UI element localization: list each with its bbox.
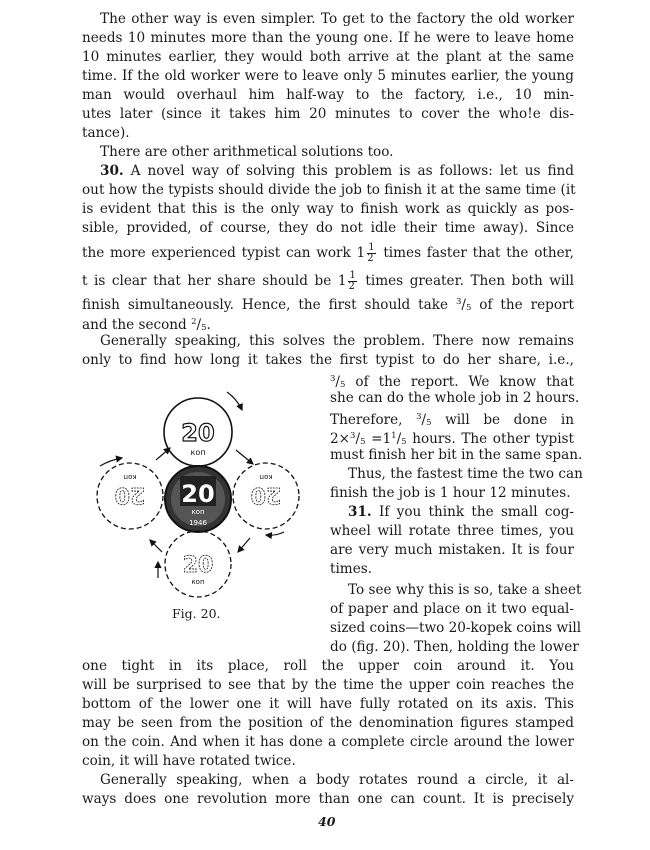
coin-value: 20 [182, 553, 214, 578]
superscript: 3 [330, 374, 336, 384]
arrow-icon [156, 448, 170, 460]
text-line: time. If the old worker were to leave only 5 minutes earlier, the young [82, 68, 574, 84]
coin-unit: коп [191, 578, 205, 586]
arrow-icon [227, 392, 242, 410]
subscript: 5 [360, 437, 366, 447]
text-line: $2\times^3/_5 =1^1/_5$ hours. The other typist [330, 431, 574, 447]
problem-31-line [330, 503, 574, 521]
problem-number: 30. [100, 163, 124, 179]
text-line [82, 271, 574, 292]
coin-left [97, 463, 163, 529]
text-line: Thus, the fastest time the two can [348, 466, 583, 482]
superscript: 1 [391, 431, 397, 441]
text-line: is evident that this is the only way to finish work as quickly as pos- [82, 201, 574, 217]
text: hours. The other typist [406, 431, 574, 447]
text-line: needs 10 minutes more than the young one. If he were to leave home [82, 30, 574, 46]
text-line: wheel will rotate three times, you [330, 523, 574, 539]
coin-right [233, 463, 299, 529]
text-line [82, 243, 574, 264]
coin-unit: коп [123, 473, 137, 481]
text-line: do (fig. 20). Then, holding the lower [330, 639, 579, 655]
problem-number: 31. [348, 504, 372, 520]
text-line: must finish her bit in the same span. [330, 447, 583, 463]
text: of the report. We know that [345, 374, 574, 390]
fraction [367, 243, 375, 264]
coin-unit: коп [259, 473, 273, 481]
text-line: on the coin. And when it has done a complete circle around the lower [82, 734, 574, 750]
text: and the second [82, 317, 192, 333]
text-line: Generally speaking, this solves the problem. There now remains [100, 333, 574, 349]
text-line: The other way is even simpler. To get to the factory the old worker [100, 11, 574, 27]
text: Therefore, [330, 412, 417, 428]
subscript: 5 [401, 437, 407, 447]
coin-value: 20 [181, 419, 215, 447]
text-line: bottom of the lower one it will have fully rotated on its axis. This [82, 696, 574, 712]
text-line: times. [330, 561, 373, 577]
text-line: she can do the whole job in 2 hours. [330, 390, 580, 406]
coin-rotation-figure [88, 382, 308, 598]
coin-value: 20 [250, 482, 282, 507]
coin-unit: коп [191, 508, 205, 516]
text-line: may be seen from the position of the denomination figures stamped [82, 715, 574, 731]
text-line: will be surprised to see that by the time the upper coin reaches the [82, 677, 574, 693]
text-line: There are other arithmetical solutions too. [100, 144, 394, 160]
text-line: Generally speaking, when a body rotates round a circle, it al- [100, 772, 574, 788]
superscript: 2 [191, 317, 197, 327]
text: t is clear that her share should be 1 [82, 273, 347, 289]
arrow-icon [236, 450, 253, 464]
arrow-icon [266, 532, 284, 535]
figure-caption: Fig. 20. [172, 606, 221, 621]
text-line: of paper and place on it two equal- [330, 601, 574, 617]
text: If you think the small cog- [371, 504, 574, 520]
text-line: are very much mistaken. It is four [330, 542, 574, 558]
text-line: only to find how long it takes the first typist to do her share, i.e., [82, 352, 574, 368]
text-line: sized coins—two 20-kopek coins will [330, 620, 582, 636]
text: 2× [330, 431, 351, 447]
coin-value: 20 [114, 482, 146, 507]
subscript: 5 [465, 303, 472, 313]
coin-center [165, 466, 231, 532]
superscript: 3 [455, 297, 462, 307]
coin-bottom [165, 531, 231, 597]
arrow-icon [150, 540, 162, 552]
text: finish simultaneously. Hence, the first should take [82, 297, 456, 313]
text: will be done in [431, 412, 574, 428]
text-line: To see why this is so, take a sheet [348, 582, 582, 598]
text: of the report [471, 297, 574, 313]
superscript: 3 [350, 431, 356, 441]
text: =1 [365, 431, 392, 447]
denominator: 2 [348, 281, 355, 292]
text-line: finish the job is 1 hour 12 minutes. [330, 485, 571, 501]
coin-unit: коп [190, 448, 206, 457]
problem-30-line [82, 162, 574, 180]
text: times faster that the other, [377, 245, 574, 261]
text-line: out how the typists should divide the job to finish it at the same time (it [82, 182, 576, 198]
subscript: 5 [426, 418, 432, 428]
fraction [348, 271, 356, 292]
text: the more experienced typist can work 1 [82, 245, 366, 261]
subscript: 5 [201, 323, 207, 333]
text: times greater. Then both will [358, 273, 574, 289]
text-line: finish simultaneously. Hence, the first should take $^3/_5$ of the report [82, 297, 574, 313]
text-line: 10 minutes earlier, they would both arrive at the plant at the same [82, 49, 574, 65]
text-line: man would overhaul him half-way to the factory, i.e., 10 min- [82, 87, 574, 103]
text-line: $^3/_5$ of the report. We know that [330, 374, 574, 390]
arrow-icon [100, 458, 122, 466]
superscript: 3 [416, 412, 422, 422]
numerator: 1 [368, 242, 375, 253]
subscript: 5 [340, 380, 346, 390]
text-line: coin, it will have rotated twice. [82, 753, 296, 769]
text-line: ways does one revolution more than one can count. It is precisely [82, 791, 574, 807]
coin-top [164, 398, 232, 466]
page-number: 40 [318, 814, 336, 829]
coin-year: 1946 [189, 519, 207, 527]
arrow-icon [238, 538, 250, 552]
coin-value: 20 [181, 480, 215, 508]
text-line: Therefore, $^3/_5$ will be done in [330, 412, 574, 428]
text-line: and the second $^2/_5$. [82, 317, 211, 333]
text-line: utes later (since it takes him 20 minutes to cover the who!e dis- [82, 106, 574, 122]
denominator: 2 [367, 253, 374, 264]
numerator: 1 [349, 270, 356, 281]
text-line: sible, provided, of course, they do not idle their time away). Since [82, 220, 574, 236]
text-line: one tight in its place, roll the upper coin around it. You [82, 658, 574, 674]
text: A novel way of solving this problem is as follows: let us find [130, 163, 574, 179]
text-line: tance). [82, 125, 130, 141]
